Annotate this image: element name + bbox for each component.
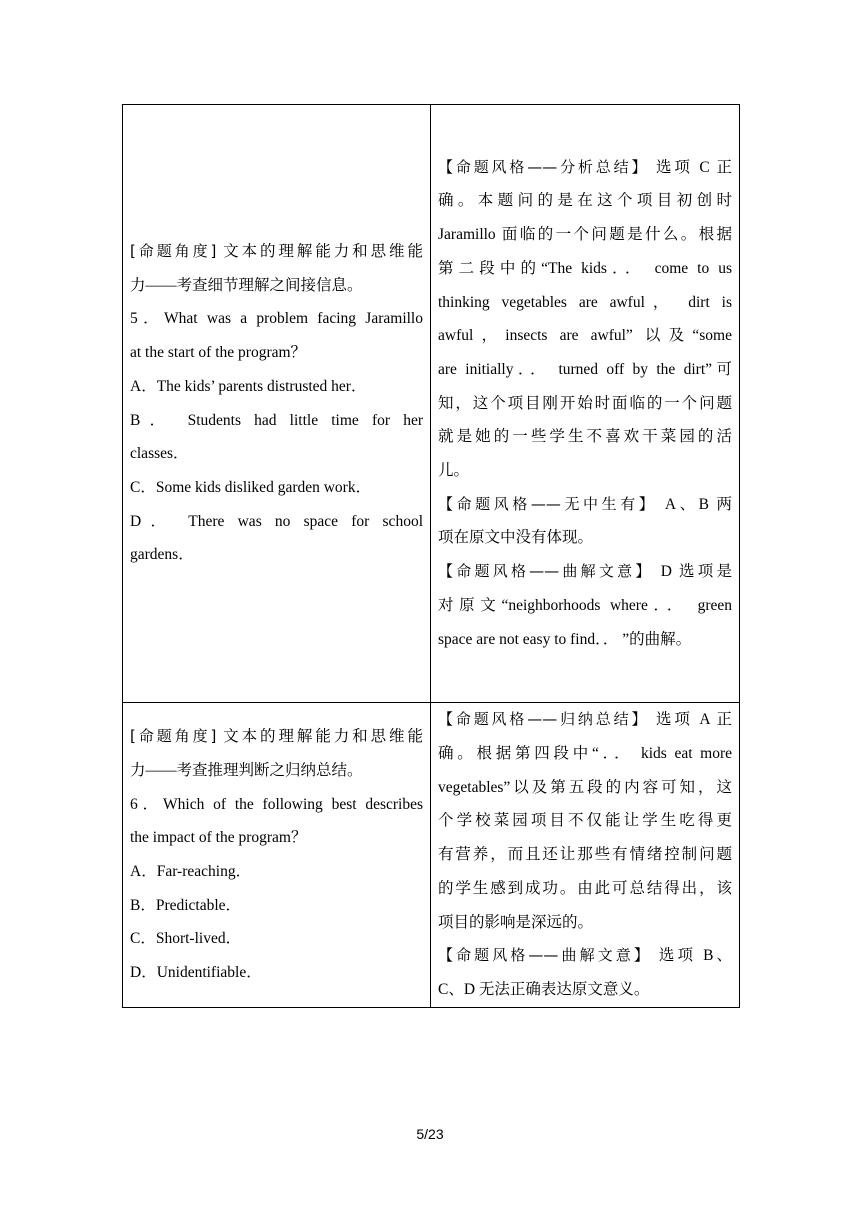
answer-5-line4: 第二段中的“The kids．． come to us: [438, 259, 732, 277]
answer-6-line5: 有营养，而且还让那些有情绪控制问题: [438, 846, 732, 864]
answer-5-line7: are initially．． turned off by the dirt”可: [438, 360, 732, 378]
question-5-option-b: B． Students had little time for her: [130, 411, 423, 429]
answer-5-line5: thinking vegetables are awful， dirt is: [438, 293, 732, 311]
question-5-stem: 5．What was a problem facing Jaramillo: [130, 310, 423, 328]
answer-6-line2: 确。根据第四段中“．． kids eat more: [438, 745, 732, 763]
question-5-angle-line2: 力——考查细节理解之间接信息。: [130, 276, 363, 294]
answer-5-line9: 就是她的一些学生不喜欢干菜园的活: [438, 428, 732, 446]
question-6-option-d: D．Unidentifiable．: [130, 964, 262, 982]
answer-6-line6: 的学生感到成功。由此可总结得出，该: [438, 879, 732, 897]
qa-table: [122, 104, 740, 1008]
answer-5-line6: awful，insects are awful” 以及“some: [438, 327, 732, 345]
question-6-option-b: B．Predictable．: [130, 896, 242, 914]
angle-tag: [命题角度]: [130, 241, 217, 260]
style-tag: 【命题风格——无中生有】: [438, 494, 658, 513]
question-5-option-d-line2: gardens．: [130, 546, 194, 564]
table-row: [123, 105, 740, 703]
question-6-angle-line1: [命题角度] 文本的理解能力和思维能: [130, 727, 423, 746]
answer-5-line8: 知，这个项目刚开始时面临的一个问题: [438, 394, 732, 412]
answer-6-cell: [431, 703, 740, 1008]
table-row: [123, 703, 740, 1008]
question-6-option-a: A．Far-reaching．: [130, 863, 252, 880]
answer-6-line8: 【命题风格——曲解文意】 选项 B、: [438, 946, 732, 965]
question-6-stem-line2: the impact of the program？: [130, 829, 307, 847]
answer-5-line3: Jaramillo 面临的一个问题是什么。根据: [438, 226, 732, 244]
answer-5-cell: [431, 105, 740, 703]
question-5-cell: [123, 105, 431, 703]
angle-tag: [命题角度]: [130, 727, 217, 746]
style-tag: 【命题风格——曲解文意】: [438, 562, 654, 581]
answer-5-line10: 儿。: [438, 462, 470, 480]
question-5-stem-line2: at the start of the program？: [130, 344, 307, 362]
answer-6-line3: vegetables”以及第五段的内容可知，这: [438, 778, 732, 796]
style-tag: 【命题风格——归纳总结】: [438, 710, 650, 729]
answer-5-line11: 【命题风格——无中生有】 A、B 两: [438, 494, 732, 513]
answer-5-line15: space are not easy to find．． ”的曲解。: [438, 630, 692, 648]
question-5-option-d: D． There was no space for school: [130, 512, 423, 530]
question-5-angle-line1: [命题角度] 文本的理解能力和思维能: [130, 241, 423, 260]
question-6-option-c: C．Short-lived．: [130, 930, 242, 948]
question-5-option-a: A．The kids’ parents distrusted her．: [130, 377, 367, 395]
answer-5-line2: 确。本题问的是在这个项目初创时: [438, 192, 732, 210]
answer-6-line7: 项目的影响是深远的。: [438, 913, 594, 931]
question-5-option-c: C．Some kids disliked garden work．: [130, 478, 372, 496]
page-number: 5/23: [416, 1126, 444, 1142]
question-6-cell: [123, 703, 431, 1008]
answer-5-line14: 对原文“neighborhoods where．． green: [438, 596, 732, 614]
answer-6-line1: 【命题风格——归纳总结】 选项 A 正: [438, 710, 732, 729]
question-6-stem: 6．Which of the following best describes: [130, 795, 423, 813]
style-tag: 【命题风格——曲解文意】: [438, 946, 652, 965]
answer-6-line4: 个学校菜园项目不仅能让学生吃得更: [438, 812, 732, 830]
answer-5-line1: 【命题风格——分析总结】 选项 C 正: [438, 157, 732, 176]
question-5-option-b-line2: classes．: [130, 445, 189, 463]
style-tag: 【命题风格——分析总结】: [438, 157, 650, 176]
question-6-angle-line2: 力——考查推理判断之归纳总结。: [130, 761, 363, 779]
answer-5-line13: 【命题风格——曲解文意】 D 选项是: [438, 562, 732, 581]
answer-5-line12: 项在原文中没有体现。: [438, 529, 594, 547]
answer-6-line9: C、D 无法正确表达原文意义。: [438, 980, 650, 998]
